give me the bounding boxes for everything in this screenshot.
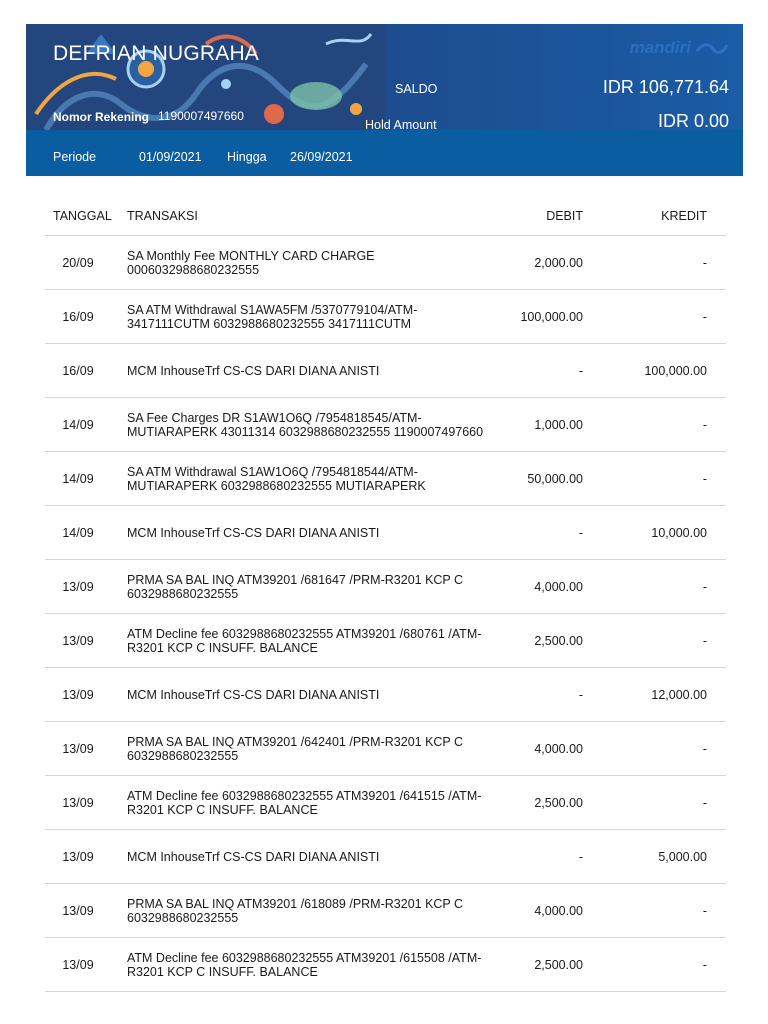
transaction-description: MCM InhouseTrf CS-CS DARI DIANA ANISTI [127, 849, 380, 864]
transaction-credit: 5,000.00 [658, 849, 707, 864]
transaction-date: 13/09 [62, 633, 94, 648]
table-row [45, 290, 726, 344]
table-row [45, 722, 726, 776]
transaction-credit: - [702, 795, 707, 810]
transaction-debit: 50,000.00 [527, 471, 583, 486]
transaction-debit: - [578, 687, 583, 702]
transaction-date: 14/09 [62, 417, 94, 432]
table-row [45, 236, 726, 290]
table-header [45, 198, 726, 236]
table-row [45, 344, 726, 398]
transaction-description: MCM InhouseTrf CS-CS DARI DIANA ANISTI [127, 687, 380, 702]
logo-text: mandiri [629, 38, 691, 57]
transaction-credit: - [702, 957, 707, 972]
transaction-debit: 4,000.00 [534, 903, 583, 918]
period-bar [26, 130, 743, 176]
transaction-date: 13/09 [62, 957, 94, 972]
transaction-description: PRMA SA BAL INQ ATM39201 /681647 /PRM-R3201 KCP C 6032988680232555 [127, 572, 464, 601]
wave-logo-icon [695, 41, 729, 55]
transaction-credit: - [702, 309, 707, 324]
statement-header [26, 24, 743, 130]
transaction-debit: - [578, 363, 583, 378]
header-credit: KREDIT [661, 209, 707, 223]
transaction-description: SA Monthly Fee MONTHLY CARD CHARGE 0006032988680232555 [127, 248, 375, 277]
saldo-label: SALDO [395, 82, 438, 96]
transaction-date: 13/09 [62, 579, 94, 594]
table-row [45, 452, 726, 506]
header-date: TANGGAL [53, 209, 112, 223]
account-holder-name: DEFRIAN NUGRAHA [53, 42, 260, 65]
transaction-debit: 4,000.00 [534, 579, 583, 594]
transaction-table [45, 198, 726, 992]
table-row [45, 560, 726, 614]
transaction-credit: - [702, 579, 707, 594]
transaction-credit: - [702, 417, 707, 432]
transaction-description: ATM Decline fee 6032988680232555 ATM39201 /615508 /ATM-R3201 KCP C INSUFF. BALANCE [127, 950, 482, 979]
transaction-debit: - [578, 525, 583, 540]
header-transaction: TRANSAKSI [127, 209, 198, 223]
transaction-date: 13/09 [62, 687, 94, 702]
transaction-description: MCM InhouseTrf CS-CS DARI DIANA ANISTI [127, 525, 380, 540]
table-row [45, 938, 726, 992]
transaction-description: PRMA SA BAL INQ ATM39201 /618089 /PRM-R3201 KCP C 6032988680232555 [127, 896, 464, 925]
transaction-debit: 1,000.00 [534, 417, 583, 432]
table-body [45, 236, 726, 992]
period-until-label: Hingga [227, 150, 267, 164]
header-debit: DEBIT [546, 209, 583, 223]
transaction-date: 16/09 [62, 363, 94, 378]
account-number-label: Nomor Rekening [53, 110, 150, 124]
transaction-date: 13/09 [62, 903, 94, 918]
table-row [45, 506, 726, 560]
table-row [45, 884, 726, 938]
period-start-date: 01/09/2021 [139, 150, 202, 164]
transaction-credit: - [702, 471, 707, 486]
transaction-description: MCM InhouseTrf CS-CS DARI DIANA ANISTI [127, 363, 380, 378]
transaction-credit: 100,000.00 [644, 363, 707, 378]
transaction-description: PRMA SA BAL INQ ATM39201 /642401 /PRM-R3201 KCP C 6032988680232555 [127, 734, 464, 763]
transaction-credit: - [702, 255, 707, 270]
period-label: Periode [53, 150, 97, 164]
transaction-credit: - [702, 633, 707, 648]
transaction-date: 13/09 [62, 795, 94, 810]
hold-amount-value: IDR 0.00 [657, 111, 729, 130]
transaction-debit: 100,000.00 [520, 309, 583, 324]
transaction-debit: 4,000.00 [534, 741, 583, 756]
transaction-credit: 10,000.00 [651, 525, 707, 540]
period-end-date: 26/09/2021 [290, 150, 353, 164]
transaction-debit: 2,500.00 [534, 795, 583, 810]
transaction-description: ATM Decline fee 6032988680232555 ATM39201 /680761 /ATM-R3201 KCP C INSUFF. BALANCE [127, 626, 482, 655]
transaction-credit: 12,000.00 [651, 687, 707, 702]
table-row [45, 614, 726, 668]
table-row [45, 398, 726, 452]
transaction-description: ATM Decline fee 6032988680232555 ATM39201 /641515 /ATM-R3201 KCP C INSUFF. BALANCE [127, 788, 482, 817]
transaction-debit: 2,000.00 [534, 255, 583, 270]
transaction-date: 14/09 [62, 471, 94, 486]
saldo-value: IDR 106,771.64 [602, 77, 729, 97]
transaction-date: 13/09 [62, 741, 94, 756]
transaction-debit: - [578, 849, 583, 864]
table-row [45, 668, 726, 722]
transaction-description: SA ATM Withdrawal S1AWA5FM /5370779104/ATM-3417111CUTM 6032988680232555 3417111CUTM [127, 302, 418, 331]
transaction-debit: 2,500.00 [534, 957, 583, 972]
transaction-date: 20/09 [62, 255, 94, 270]
table-row [45, 776, 726, 830]
table-row [45, 830, 726, 884]
transaction-date: 13/09 [62, 849, 94, 864]
account-number: 1190007497660 [158, 109, 244, 123]
transaction-date: 14/09 [62, 525, 94, 540]
transaction-credit: - [702, 741, 707, 756]
transaction-date: 16/09 [62, 309, 94, 324]
bank-logo [630, 38, 729, 58]
hold-amount-label: Hold Amount [365, 118, 437, 130]
transaction-description: SA ATM Withdrawal S1AW1O6Q /7954818544/ATM-MUTIARAPERK 6032988680232555 MUTIARAPERK [127, 464, 426, 493]
transaction-description: SA Fee Charges DR S1AW1O6Q /7954818545/ATM-MUTIARAPERK 43011314 6032988680232555 1190007497660 [127, 410, 484, 439]
transaction-credit: - [702, 903, 707, 918]
transaction-debit: 2,500.00 [534, 633, 583, 648]
